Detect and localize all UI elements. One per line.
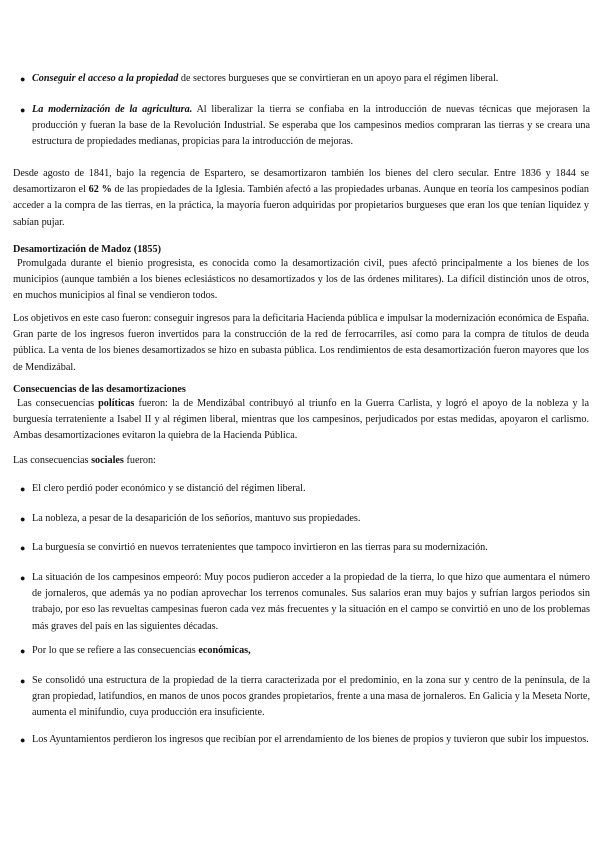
- paragraph-sociales-intro: Las consecuencias sociales fueron:: [13, 455, 156, 466]
- paragraph-politicas: Las consecuencias políticas fueron: la de Mendizábal contribuyó al triunfo en la Guerra Carlista, y logró el apoyo de la nobleza y la burguesía terrateniente a Isabel II y al régimen liberal, mientras que los campesinos, perjudicados por estas medidas, apoyaron el carlismo. Ambas desamortizaciones evitaron la quiebra de la Hacienda Pública.: [13, 398, 590, 442]
- paragraph-madoz: Promulgada durante el bienio progresista, es conocida como la desamortización civil, pues afectó principalmente a los bienes de los municipios (aunque también a los bienes eclesiásticos no desamortizados y los de las órdenes militares). La difícil distinción unos de otros, en muchos municipios al final se vendieron todos.: [13, 258, 589, 302]
- bullet-lead: La modernización de la agricultura.: [32, 104, 193, 115]
- bullet-icon: ●: [20, 105, 26, 115]
- bullet-icon: ●: [20, 514, 26, 524]
- bullet-icon: ●: [20, 484, 26, 494]
- bullet-text: Al liberalizar la tierra se confiaba en la introducción de nuevas técnicas que mejorasen la producción y fueran la base de la Revolución Industrial. Se esperaba que los campesinos medios compraran las tierras y se creara una estructura de propiedades medianas, propicias para la introducción de mejoras.: [32, 104, 590, 148]
- bullet-lead: Conseguir el acceso a la propiedad: [32, 73, 179, 84]
- paragraph-objetivos: Los objetivos en este caso fueron: conseguir ingresos para la deficitaria Hacienda pública e impulsar la modernización económica de España. Gran parte de los ingresos fueron invertidos para la construcción de la red de ferrocarriles, así como para la compra de títulos de deuda pública. La venta de los bienes desamortizados se hizo en subasta pública. Los rendimientos de esta desamortización fueron mayores que los de Mendizábal.: [13, 313, 589, 373]
- document-page: ● Conseguir el acceso a la propiedad de sectores burgueses que se convirtieran en un apoyo para el régimen liberal. ● La modernización de la agricultura. Al liberalizar la tierra se confiaba en la introducción de nuevas técnicas que mejorasen la producción y fueran la base de la Revolución Industrial. Se esperaba que los campesinos medios compraran las tierras y se creara una estructura de propiedades medianas, propicias para la introducción de mejoras. Desde agosto de 1841, bajo la regencia de Espartero, se desamortizaron también los bienes del clero secular. Entre 1836 y 1844 se desamortizaron el 62 % de las propiedades de la Iglesia. También afectó a las propiedades urbanas. Aunque en teoría los campesinos podían acceder a la compra de las tierras, en la práctica, la mayoría fueron adquiridas por propietarios burgueses que eran los que tenían liquidez y sabían pujar. Desamortización de Madoz (1855) Promulgada durante el bienio progresista, es conocida como la desamortización civil, pues afectó principalmente a los bienes de los municipios (aunque también a los bienes eclesiásticos no desamortizados y los de las órdenes militares). La difícil distinción unos de otros, en muchos municipios al final se vendieron todos. Los objetivos en este caso fueron: conseguir ingresos para la deficitaria Hacienda pública e impulsar la modernización económica de España. Gran parte de los ingresos fueron invertidos para la construcción de la red de ferrocarriles, así como para la compra de títulos de deuda pública. La venta de los bienes desamortizados se hizo en subasta pública. Los rendimientos de esta desamortización fueron mayores que los de Mendizábal. Consecuencias de las desamortizaciones Las consecuencias políticas fueron: la de Mendizábal contribuyó al triunfo en la Guerra Carlista, y logró el apoyo de la nobleza y la burguesía terrateniente a Isabel II y al régimen liberal, mientras que los campesinos, perjudicados por estas medidas, apoyaron el carlismo. Ambas desamortizaciones evitaron la quiebra de la Hacienda Pública. Las consecuencias sociales fueron: ● El clero perdió poder económico y se distanció del régimen liberal. ● La nobleza, a pesar de la desaparición de los señoríos, mantuvo sus propiedades. ● La burguesía se convirtió en nuevos terratenientes que tampoco invirtieron en las tierras para su modernización. ● La situación de los campesinos empeoró: Muy pocos pudieron acceder a la propiedad de la tierra, lo que hizo que aumentara el número de jornaleros, que además ya no podían aprovechar los terrenos comunales. Sus salarios eran muy bajos y sufrían largos periodos sin trabajo, por eso las revueltas campesinas fueron cada vez más frecuentes y la situación en el campo se convirtió en uno de los problemas más graves del país en las siguientes décadas. ● Por lo que se refiere a las consecuencias económicas, ● Se consolidó una estructura de la propiedad de la tierra caracterizada por el predominio, en la zona sur y centro de la península, de la gran propiedad, latifundios, en manos de unos pocos grandes propietarios, frente a una masa de jornaleros. En Galicia y la Meseta Norte, aumenta el minifundio, cuya producción era insuficiente. ● Los Ayuntamientos perdieron los ingresos que recibían por el arrendamiento de los bienes de propios y tuvieron que subir los impuestos.: [0, 0, 600, 848]
- heading-madoz: Desamortización de Madoz (1855): [13, 244, 161, 255]
- heading-consecuencias: Consecuencias de las desamortizaciones: [13, 384, 186, 395]
- bullet-text: de sectores burgueses que se convirtieran en un apoyo para el régimen liberal.: [178, 73, 499, 84]
- percent-value: 62 %: [88, 184, 112, 196]
- bullet-icon: ●: [20, 735, 26, 745]
- bullet-icon: ●: [20, 676, 26, 686]
- bullet-icon: ●: [20, 543, 26, 553]
- bullet-icon: ●: [20, 646, 26, 656]
- paragraph-espartero: Desde agosto de 1841, bajo la regencia de Espartero, se desamortizaron también los bienes del clero secular. Entre 1836 y 1844 se desamortizaron el 62 % de las propiedades de la Iglesia. También afectó a las propiedades urbanas. Aunque en teoría los campesinos podían acceder a la compra de las tierras, en la práctica, la mayoría fueron adquiridas por propietarios burgueses que eran los que tenían liquidez y sabían pujar.: [13, 168, 590, 228]
- bullet-icon: ●: [20, 74, 26, 84]
- bullet-icon: ●: [20, 573, 26, 583]
